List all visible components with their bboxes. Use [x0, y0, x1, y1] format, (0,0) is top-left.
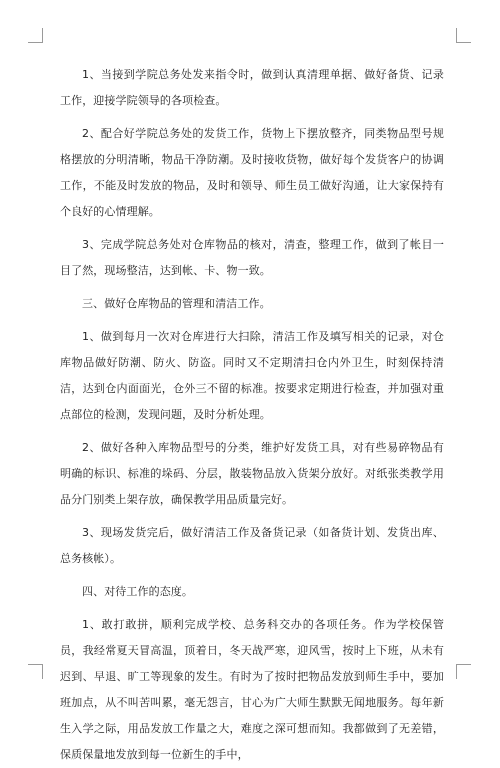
- crop-mark-top-left: [28, 28, 43, 43]
- paragraph: 1、敢打敢拼，顺利完成学校、总务科交办的各项任务。作为学校保管员，我经常夏天冒高温，顶着日，冬天战严寒，迎风雪，按时上下班，从未有迟到、早退、旷工等现象的发生。有时为了按时把物品发放到师生手中，要加班加点，从不叫苦叫累，毫无怨言，甘心为广大师生默默无闻地服务。每年新生入学之际，用品发放工作量之大，难度之深可想而知。我都做到了无差错，保质保量地发放到每一位新生的手中，: [60, 618, 444, 761]
- section-heading: 三、做好仓库物品的管理和清洁工作。: [82, 297, 271, 310]
- document-body: [60, 62, 444, 768]
- crop-mark-bottom-right: [456, 664, 471, 679]
- section-heading: 四、对待工作的态度。: [82, 585, 193, 598]
- paragraph: 3、完成学院总务处对仓库物品的核对，清查，整理工作，做到了帐目一目了然，现场整洁，达到帐、卡、物一致。: [60, 238, 444, 277]
- crop-mark-bottom-left: [28, 664, 43, 679]
- paragraph: 3、现场发货完后，做好清洁工作及备货记录（如备货计划、发货出库、总务核帐）。: [60, 526, 444, 565]
- paragraph: 2、做好各种入库物品型号的分类，维护好发货工具，对有些易碎物品有明确的标识、标准的垛码、分层，散装物品放入货架分放好。对纸张类教学用品分门别类上架存放，确保教学用品质量完好。: [60, 441, 444, 506]
- crop-mark-top-right: [456, 28, 471, 43]
- paragraph: 1、做到每月一次对仓库进行大扫除，清洁工作及填写相关的记录，对仓库物品做好防潮、防火、防盗。同时又不定期清扫仓内外卫生，时刻保持清洁，达到仓内面面光，仓外三不留的标准。按要求定期进行检查，并加强对重点部位的检测，发现问题，及时分析处理。: [60, 330, 444, 421]
- paragraph: 2、配合好学院总务处的发货工作，货物上下摆放整齐，同类物品型号规格摆放的分明清晰，物品干净防潮。及时接收货物，做好每个发货客户的协调工作，不能及时发放的物品，及时和领导、师生员工做好沟通，让大家保持有个良好的心情理解。: [60, 127, 444, 218]
- paragraph: 1、当接到学院总务处发来指令时，做到认真清理单据、做好备货、记录工作，迎接学院领导的各项检查。: [60, 68, 444, 107]
